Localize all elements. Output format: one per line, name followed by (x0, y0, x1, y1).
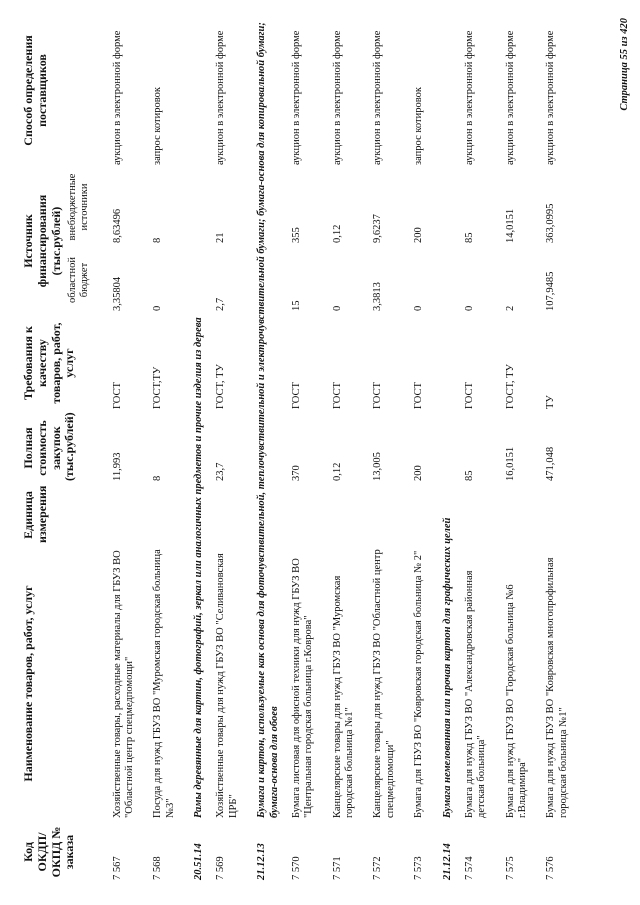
item-cost: 471,048 (545, 446, 557, 481)
item-requirements: ГОСТ (372, 382, 384, 409)
item-name: Бумага для нужд ГБУЗ ВО "Александровская районная детская больница" (463, 570, 488, 818)
item-name: Хозяйственные товары для нужд ГБУЗ ВО "Селивановская ЦРБ" (215, 553, 239, 818)
item-cost: 0,12 (331, 462, 343, 481)
item-requirements: ГОСТ (463, 382, 475, 409)
procurement-table (20, 13, 580, 883)
section-title: Бумага и картон, используемые как основа для фоточувствительной, теплочувствительной и электрочувствительной бумаги; бумага-основа для копировальной бумаги; бумага-основа для обоев (256, 22, 280, 818)
item-name: Канцелярские товары для нужд ГБУЗ ВО "Муромская городская больница №1" (331, 575, 356, 818)
order-number: 7 569 (215, 856, 227, 880)
order-number: 7 568 (152, 856, 164, 880)
table-row (106, 13, 147, 883)
table-row (326, 13, 367, 883)
header-name: Наименование товаров, работ, услуг (21, 585, 35, 782)
section-row (187, 13, 209, 883)
item-regional-budget: 3,3813 (372, 282, 384, 311)
item-requirements: ГОСТ, ТУ (504, 364, 516, 409)
item-unit (499, 484, 540, 546)
item-name: Канцелярские товары для нужд ГБУЗ ВО "Областной центр спецмедпомощи" (372, 549, 396, 818)
item-regional-budget: 0 (463, 305, 475, 311)
item-extra-budget: 14,0151 (504, 208, 516, 243)
item-method: запрос котировок (413, 87, 425, 165)
item-requirements: ГОСТ (331, 382, 343, 409)
item-name: Бумага для нужд ГБУЗ ВО "Ковровская многопрофильная городская больница №1" (545, 557, 569, 818)
header-row (20, 13, 65, 883)
item-regional-budget: 15 (290, 300, 302, 311)
order-number: 7 572 (372, 856, 384, 880)
item-name: Хозяйственные товары, расходные материалы для ГБУЗ ВО "Областной центр спецмедпомощи" (111, 550, 135, 818)
order-number: 7 575 (504, 856, 516, 880)
order-number: 7 571 (331, 856, 343, 880)
item-requirements: ГОСТ (413, 382, 425, 409)
item-regional-budget: 0 (152, 305, 164, 311)
header-requirements: Требования к качеству товаров, работ, услуг (21, 322, 77, 404)
section-code: 20.51.14 (193, 843, 205, 880)
section-row (436, 13, 458, 883)
item-name: Бумага листовая для офисной техники для нужд ГБУЗ ВО "Центральная городская больница г.Коврова" (290, 558, 315, 818)
item-extra-budget: 355 (290, 227, 302, 243)
item-unit (458, 484, 499, 546)
item-extra-budget: 9,6237 (372, 214, 384, 243)
item-extra-budget: 200 (413, 227, 425, 243)
order-number: 7 576 (545, 856, 557, 880)
item-extra-budget: 0,12 (331, 224, 343, 243)
item-method: аукцион в электронной форме (504, 30, 516, 165)
header-regional-budget: областной бюджет (67, 257, 91, 303)
item-extra-budget: 8,63496 (111, 208, 123, 243)
table-row (458, 13, 499, 883)
header-code: Код ОКДП/ ОКПД № заказа (21, 826, 77, 878)
section-code: 21.12.13 (256, 843, 268, 880)
item-extra-budget: 85 (463, 232, 475, 243)
item-regional-budget: 107,9485 (545, 271, 557, 311)
item-cost: 85 (463, 470, 475, 481)
item-unit (407, 484, 435, 546)
item-regional-budget: 2,7 (215, 297, 227, 311)
item-cost: 370 (290, 465, 302, 481)
header-cost: Полная стоимость закупок (тыс.рублей) (21, 412, 77, 481)
item-extra-budget: 363,0995 (545, 203, 557, 243)
page-footer: Страница 55 из 420 (619, 18, 630, 111)
item-requirements: ГОСТ, ТУ (215, 364, 227, 409)
item-regional-budget: 0 (413, 305, 425, 311)
order-number: 7 567 (111, 856, 123, 880)
item-unit (326, 484, 367, 546)
item-requirements: ГОСТ (290, 382, 302, 409)
item-unit (146, 484, 187, 546)
item-cost: 13,005 (372, 452, 384, 481)
item-method: аукцион в электронной форме (290, 30, 302, 165)
item-name: Бумага для ГБУЗ ВО "Ковровская городская больница № 2" (413, 550, 425, 818)
section-title: Рамы деревянные для картин, фотографий, зеркал или аналогичных предметов и прочие изделия из дерева (193, 317, 205, 818)
item-method: аукцион в электронной форме (463, 30, 475, 165)
header-funding-source: Источник финансирования (тыс.рублей) (21, 194, 63, 288)
item-cost: 11,993 (111, 452, 123, 481)
table-row (285, 13, 326, 883)
table-row (539, 13, 580, 883)
header-method: Способ определения поставщиков (21, 35, 49, 146)
section-row (250, 13, 285, 883)
item-extra-budget: 21 (215, 232, 227, 243)
header-unit: Единица измерения (21, 485, 49, 543)
item-unit (285, 484, 326, 546)
order-number: 7 573 (413, 856, 425, 880)
table-body (106, 13, 581, 883)
item-unit (539, 484, 580, 546)
header-extra-budget: внебюджетные источники (67, 173, 91, 241)
section-title: Бумага немелованная или прочая картон для графических целей (441, 517, 453, 818)
item-unit (106, 484, 147, 546)
item-method: аукцион в электронной форме (372, 30, 384, 165)
table-row (366, 13, 407, 883)
item-method: аукцион в электронной форме (331, 30, 343, 165)
item-name: Бумага для нужд ГБУЗ ВО "Городская больница №6 г.Владимира" (504, 584, 529, 818)
item-requirements: ТУ (545, 395, 557, 409)
item-regional-budget: 0 (331, 305, 343, 311)
table-row (499, 13, 540, 883)
item-cost: 16,0151 (504, 446, 516, 481)
item-method: аукцион в электронной форме (111, 30, 123, 165)
item-unit (209, 484, 250, 546)
order-number: 7 574 (463, 856, 475, 880)
item-requirements: ГОСТ,ТУ (152, 366, 164, 409)
item-regional-budget: 3,35804 (111, 276, 123, 311)
section-code: 21.12.14 (441, 843, 453, 880)
item-cost: 200 (413, 465, 425, 481)
item-requirements: ГОСТ (111, 382, 123, 409)
item-cost: 8 (152, 475, 164, 481)
item-cost: 23,7 (215, 462, 227, 481)
table-row (209, 13, 250, 883)
table-row (407, 13, 435, 883)
item-method: аукцион в электронной форме (215, 30, 227, 165)
item-unit (366, 484, 407, 546)
table-row (146, 13, 187, 883)
item-name: Посуда для нужд ГБУЗ ВО "Муромская городская больница №3" (152, 549, 176, 818)
item-regional-budget: 2 (504, 305, 516, 311)
order-number: 7 570 (290, 856, 302, 880)
item-method: аукцион в электронной форме (545, 30, 557, 165)
item-extra-budget: 8 (152, 237, 164, 243)
item-method: запрос котировок (152, 87, 164, 165)
